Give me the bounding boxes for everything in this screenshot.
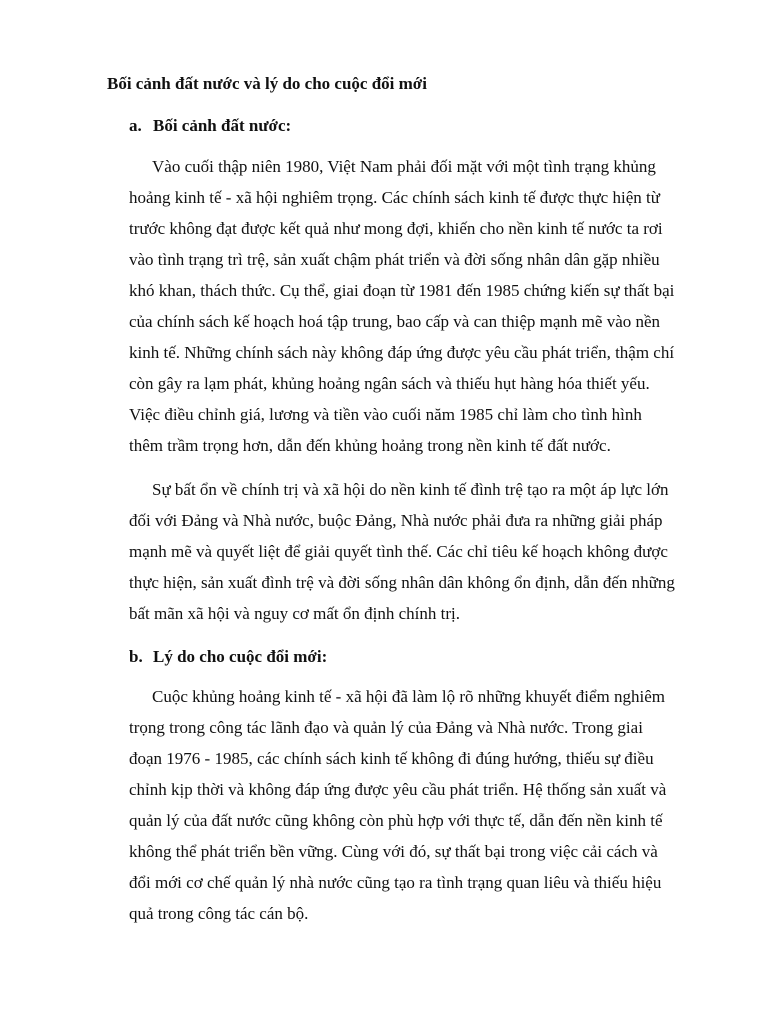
paragraph-line: khó khan, thách thức. Cụ thể, giai đoạn từ 1981 đến 1985 chứng kiến sự thất bại <box>129 281 675 300</box>
section-heading-text: Bối cảnh đất nước: <box>153 116 292 135</box>
paragraph-line: đối với Đảng và Nhà nước, buộc Đảng, Nhà nước phải đưa ra những giải pháp <box>129 511 663 530</box>
paragraph-line: kinh tế. Những chính sách này không đáp ứng được yêu cầu phát triển, thậm chí <box>129 343 675 362</box>
section-marker: b. <box>129 647 143 666</box>
paragraph-line: đổi mới cơ chế quản lý nhà nước cũng tạo ra tình trạng quan liêu và thiếu hiệu <box>129 873 662 892</box>
paragraph-line: bất mãn xã hội và nguy cơ mất ổn định chính trị. <box>129 604 460 623</box>
paragraph-line: Cuộc khủng hoảng kinh tế - xã hội đã làm lộ rõ những khuyết điểm nghiêm <box>152 687 665 706</box>
paragraph-line: không thể phát triển bền vững. Cùng với đó, sự thất bại trong việc cải cách và <box>129 842 658 861</box>
paragraph-line: thực hiện, sản xuất đình trệ và đời sống nhân dân không ổn định, dẫn đến những <box>129 573 675 592</box>
paragraph-line: Việc điều chỉnh giá, lương và tiền vào cuối năm 1985 chỉ làm cho tình hình <box>129 405 642 424</box>
document-title: Bối cảnh đất nước và lý do cho cuộc đổi mới <box>107 74 427 93</box>
section-heading-text: Lý do cho cuộc đổi mới: <box>153 647 328 666</box>
section-heading-b <box>129 645 327 669</box>
paragraph-line: trước không đạt được kết quả như mong đợi, khiến cho nền kinh tế nước ta rơi <box>129 219 663 238</box>
paragraph-line: đoạn 1976 - 1985, các chính sách kinh tế không đi đúng hướng, thiếu sự điều <box>129 749 654 768</box>
paragraph-context-1 <box>129 151 699 461</box>
paragraph-line: Sự bất ổn về chính trị và xã hội do nền kinh tế đình trệ tạo ra một áp lực lớn <box>152 480 669 499</box>
paragraph-line: chỉnh kịp thời và không đáp ứng được yêu cầu phát triển. Hệ thống sản xuất và <box>129 780 667 799</box>
paragraph-line: quản lý của đất nước cũng không còn phù hợp với thực tế, dẫn đến nền kinh tế <box>129 811 663 830</box>
section-heading-a <box>129 114 291 138</box>
section-marker: a. <box>129 116 142 135</box>
paragraph-line: Vào cuối thập niên 1980, Việt Nam phải đối mặt với một tình trạng khủng <box>152 157 656 176</box>
paragraph-line: còn gây ra lạm phát, khủng hoảng ngân sách và thiếu hụt hàng hóa thiết yếu. <box>129 374 650 393</box>
paragraph-line: thêm trầm trọng hơn, dẫn đến khủng hoảng trong nền kinh tế đất nước. <box>129 436 611 455</box>
paragraph-context-2 <box>129 474 699 629</box>
paragraph-reasons <box>129 681 699 929</box>
paragraph-line: quả trong công tác cán bộ. <box>129 904 309 923</box>
paragraph-line: vào tình trạng trì trệ, sản xuất chậm phát triển và đời sống nhân dân gặp nhiều <box>129 250 660 269</box>
paragraph-line: của chính sách kế hoạch hoá tập trung, bao cấp và can thiệp mạnh mẽ vào nền <box>129 312 661 331</box>
paragraph-line: hoảng kinh tế - xã hội nghiêm trọng. Các chính sách kinh tế được thực hiện từ <box>129 188 660 207</box>
paragraph-line: trọng trong công tác lãnh đạo và quản lý của Đảng và Nhà nước. Trong giai <box>129 718 643 737</box>
paragraph-line: mạnh mẽ và quyết liệt để giải quyết tình thế. Các chỉ tiêu kế hoạch không được <box>129 542 668 561</box>
